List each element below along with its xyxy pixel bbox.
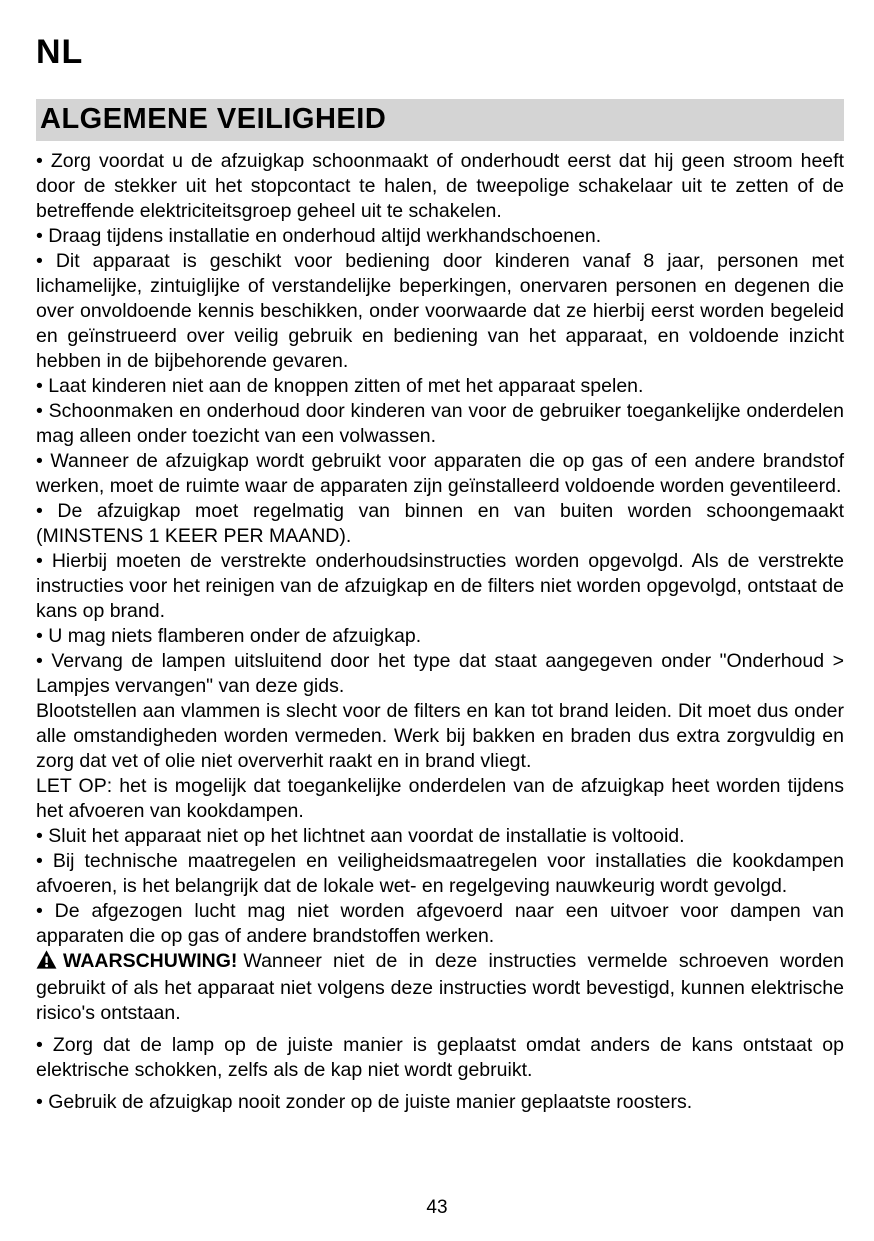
safety-paragraph: • Laat kinderen niet aan de knoppen zitten of met het apparaat spelen. (36, 375, 644, 398)
safety-paragraph: • Bij technische maatregelen en veiligheidsmaatregelen voor installaties die kookdampen afvoeren, is het belangrijk dat de lokale wet- en regelgeving nauwkeurig wordt gevolgd. (36, 850, 844, 898)
safety-paragraph: • Schoonmaken en onderhoud door kinderen van voor de gebruiker toegankelijke onderdelen mag alleen onder toezicht van een volwassen. (36, 400, 844, 448)
warning-triangle-icon (36, 950, 57, 976)
safety-paragraph: • Dit apparaat is geschikt voor bediening door kinderen vanaf 8 jaar, personen met lichamelijke, zintuiglijke of verstandelijke beperkingen, onervaren personen en degenen die over onvoldoende kennis beschikken, onder voorwaarde dat ze hierbij eerst worden begeleid en geïnstrueerd over veilig gebruik en bediening van het apparaat, en voldoende inzicht hebben in de bijbehorende gevaren. (36, 250, 844, 373)
safety-instructions (36, 149, 844, 1115)
safety-paragraph: • Zorg voordat u de afzuigkap schoonmaakt of onderhoudt eerst dat hij geen stroom heeft door de stekker uit het stopcontact te halen, de tweepolige schakelaar uit te zetten of de betreffende elektriciteitsgroep geheel uit te schakelen. (36, 150, 844, 223)
safety-paragraph: • U mag niets flamberen onder de afzuigkap. (36, 625, 422, 648)
warning-paragraph (36, 949, 844, 1026)
safety-paragraph: • Sluit het apparaat niet op het lichtnet aan voordat de installatie is voltooid. (36, 825, 685, 848)
safety-paragraph: • Zorg dat de lamp op de juiste manier is geplaatst omdat anders de kans ontstaat op elektrische schokken, zelfs als de kap niet wordt gebruikt. (36, 1034, 844, 1082)
warning-label: WAARSCHUWING! (63, 950, 238, 973)
warning-text: Wanneer niet de in deze instructies vermelde schroeven worden gebruikt of als het apparaat niet volgens deze instructies wordt bevestigd, kunnen elektrische risico's ontstaan. (36, 950, 844, 1025)
safety-paragraph: Blootstellen aan vlammen is slecht voor de filters en kan tot brand leiden. Dit moet dus onder alle omstandigheden worden vermeden. Werk bij bakken en braden dus extra zorgvuldig en zorg dat vet of olie niet oververhit raakt en in brand vliegt. (36, 700, 844, 773)
safety-paragraph: • Hierbij moeten de verstrekte onderhoudsinstructies worden opgevolgd. Als de verstrekte instructies voor het reinigen van de afzuigkap en de filters niet worden opgevolgd, ontstaat de kans op brand. (36, 550, 844, 623)
safety-paragraph: • Vervang de lampen uitsluitend door het type dat staat aangegeven onder "Onderhoud > Lampjes vervangen" van deze gids. (36, 650, 844, 698)
safety-paragraph: • Draag tijdens installatie en onderhoud altijd werkhandschoenen. (36, 225, 602, 248)
language-code: NL (36, 33, 84, 71)
safety-paragraph: LET OP: het is mogelijk dat toegankelijke onderdelen van de afzuigkap heet worden tijdens het afvoeren van kookdampen. (36, 775, 844, 823)
page-number: 43 (426, 1197, 448, 1218)
safety-paragraph: • Wanneer de afzuigkap wordt gebruikt voor apparaten die op gas of een andere brandstof werken, moet de ruimte waar de apparaten zijn geïnstalleerd voldoende worden geventileerd. (36, 450, 844, 498)
safety-paragraph: • Gebruik de afzuigkap nooit zonder op de juiste manier geplaatste roosters. (36, 1091, 693, 1114)
page-title: ALGEMENE VEILIGHEID (36, 99, 844, 141)
safety-paragraph: • De afzuigkap moet regelmatig van binnen en van buiten worden schoongemaakt (MINSTENS 1 KEER PER MAAND). (36, 500, 844, 548)
safety-paragraph: • De afgezogen lucht mag niet worden afgevoerd naar een uitvoer voor dampen van apparaten die op gas of andere brandstoffen werken. (36, 900, 844, 948)
